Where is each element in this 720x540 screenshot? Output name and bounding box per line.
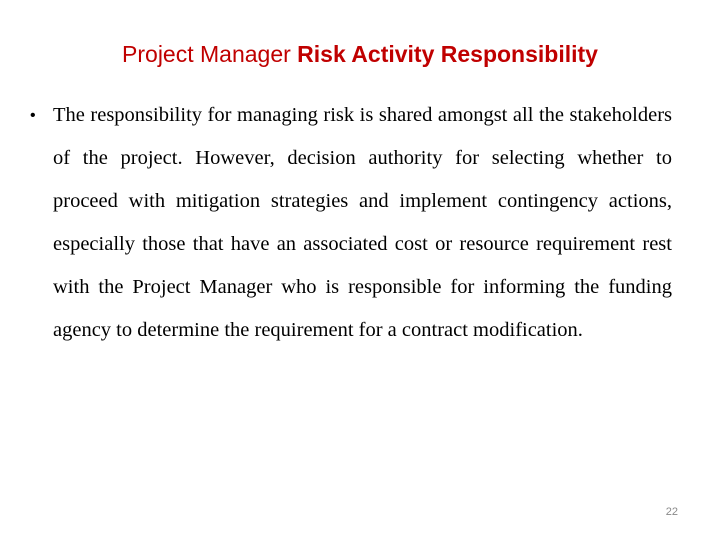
slide-title-regular: Project Manager [122,41,298,67]
bullet-dot-icon: • [30,107,36,124]
slide-title [0,38,720,70]
page-number: 22 [665,506,678,518]
bullet-item [30,94,672,352]
bullet-text: The responsibility for managing risk is shared amongst all the stakeholders of the project. However, decision authority for selecting whether to proceed with mitigation strategies and implement contingency actions, especially those that have an associated cost or resource requirement rest with the Project Manager who is responsible for informing the funding agency to determine the requirement for a contract modification. [53,104,672,341]
bullet-list [30,94,672,352]
slide-title-bold: Risk Activity Responsibility [297,41,598,67]
